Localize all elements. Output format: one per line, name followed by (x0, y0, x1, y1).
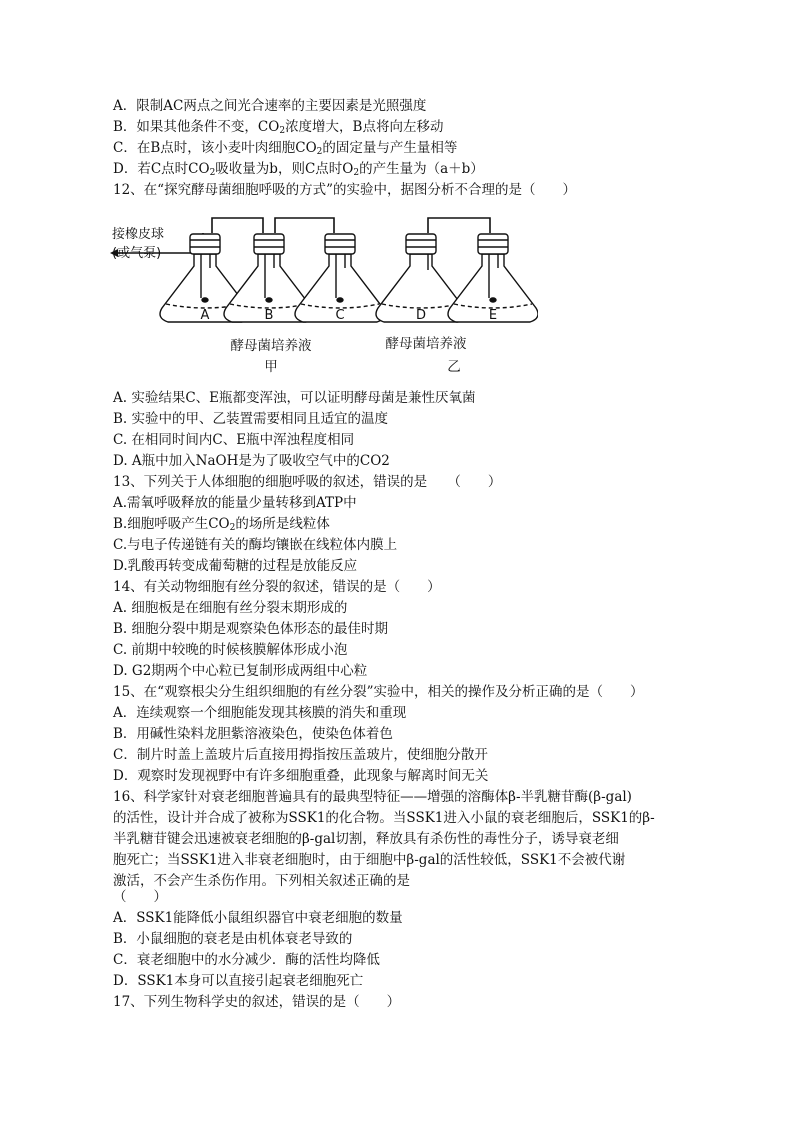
q16-stem-line-2: 的活性，设计并合成了被称为SSK1的化合物。当SSK1进入小鼠的衰老细胞后，SSK1的β- (113, 810, 655, 826)
setup-label-2: 乙 (447, 359, 461, 375)
q17-stem: 17、下列生物科学史的叙述，错误的是（ ） (113, 994, 401, 1010)
pump-label-line-2: (或气泵) (112, 246, 162, 261)
flask-label-d: D (415, 308, 427, 323)
q13-option-d: D.乳酸再转变成葡萄糖的过程是放能反应 (113, 558, 358, 574)
q15-stem: 15、在“观察根尖分生组织细胞的有丝分裂”实验中，相关的操作及分析正确的是（ ） (113, 684, 644, 700)
q12-option-a: A. 实验结果C、E瓶都变浑浊，可以证明酵母菌是兼性厌氧菌 (113, 390, 476, 406)
q15-option-b: B．用碱性染料龙胆紫溶液染色，使染色体着色 (113, 726, 393, 742)
pump-label-line-1: 接橡皮球 (112, 227, 165, 242)
q11-option-d: D．若C点时$CO_2$吸收量为b，则C点时$O_2$的产生量为（a＋b） (113, 161, 484, 178)
setup-label-1: 甲 (264, 359, 278, 375)
q13-option-b: B.细胞呼吸产生$CO_2$的场所是线粒体 (113, 516, 330, 533)
q16-option-c: C．衰老细胞中的水分减少．酶的活性均降低 (113, 952, 380, 968)
q16-stem-line-5: 激活，不会产生杀伤作用。下列相关叙述正确的是 (113, 873, 410, 889)
culture-label-2: 酵母菌培养液 (385, 336, 467, 352)
q14-option-a: A. 细胞板是在细胞有丝分裂末期形成的 (113, 600, 348, 616)
q16-stem-line-4: 胞死亡；当SSK1进入非衰老细胞时，由于细胞中β-gal的活性较低，SSK1不会被代谢 (113, 852, 626, 868)
q15-option-d: D．观察时发现视野中有许多细胞重叠，此现象与解离时间无关 (113, 768, 489, 784)
q16-stem-line-1: 16、科学家针对衰老细胞普遍具有的最典型特征——增强的溶酶体β-半乳糖苷酶(β-gal) (113, 789, 632, 805)
q14-stem: 14、有关动物细胞有丝分裂的叙述，错误的是（ ） (113, 579, 441, 595)
q13-stem: 13、下列关于人体细胞的细胞呼吸的叙述，错误的是 （ ） (113, 474, 502, 490)
q16-option-d: D．SSK1本身可以直接引起衰老细胞死亡 (113, 973, 364, 989)
q15-option-c: C．制片时盖上盖玻片后直接用拇指按压盖玻片，使细胞分散开 (113, 747, 488, 763)
q12-stem: 12、在“探究酵母菌细胞呼吸的方式”的实验中，据图分析不合理的是（ ） (113, 182, 576, 198)
q13-option-a: A.需氧呼吸释放的能量少量转移到ATP中 (113, 495, 357, 511)
flask-label-b: B (264, 308, 274, 323)
q16-stem-line-3: 半乳糖苷键会迅速被衰老细胞的β-gal切割，释放具有杀伤性的毒性分子，诱导衰老细 (113, 831, 619, 847)
q12-option-b: B. 实验中的甲、乙装置需要相同且适宜的温度 (113, 411, 389, 427)
yeast-respiration-apparatus-figure (108, 208, 538, 380)
flask-label-c: C (335, 308, 345, 323)
q11-option-c: C．在B点时，该小麦叶肉细胞$CO_2$的固定量与产生量相等 (113, 140, 458, 157)
q12-option-c: C. 在相同时间内C、E瓶中浑浊程度相同 (113, 432, 355, 448)
flask-label-a: A (200, 308, 210, 323)
q16-answer-blank: （ ） (113, 889, 167, 905)
q14-option-c: C. 前期中较晚的时候核膜解体形成小泡 (113, 642, 348, 658)
flask-label-e: E (488, 308, 498, 323)
q14-option-d: D. G2期两个中心粒已复制形成两组中心粒 (113, 663, 368, 679)
q13-option-c: C.与电子传递链有关的酶均镶嵌在线粒体内膜上 (113, 537, 398, 553)
q15-option-a: A．连续观察一个细胞能发现其核膜的消失和重现 (113, 705, 407, 721)
q16-option-a: A．SSK1能降低小鼠组织器官中衰老细胞的数量 (113, 910, 403, 926)
q12-option-d: D. A瓶中加入NaOH是为了吸收空气中的CO2 (113, 453, 390, 469)
q11-option-a: A．限制AC两点之间光合速率的主要因素是光照强度 (113, 98, 427, 114)
q14-option-b: B. 细胞分裂中期是观察染色体形态的最佳时期 (113, 621, 389, 637)
q11-option-b: B．如果其他条件不变，$CO_2$浓度增大，B点将向左移动 (113, 119, 444, 136)
q16-option-b: B．小鼠细胞的衰老是由机体衰老导致的 (113, 931, 353, 947)
culture-label-1: 酵母菌培养液 (230, 338, 312, 354)
